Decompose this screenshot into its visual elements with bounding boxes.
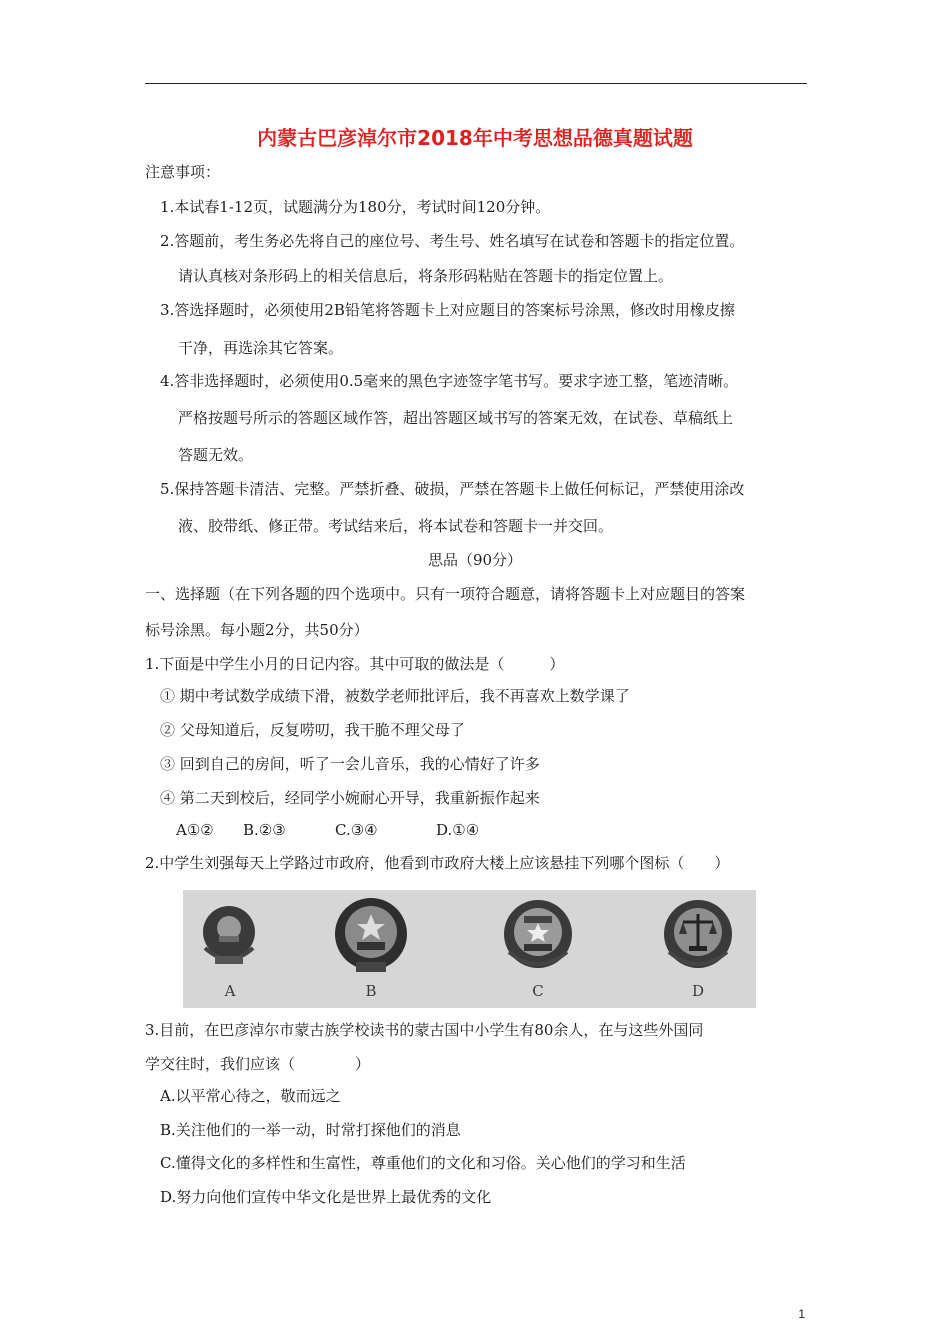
part1-intro: 一、选择题（在下列各题的四个选项中。只有一项符合题意，请将答题卡上对应题目的答案	[145, 585, 746, 603]
q1-option-a: A①②	[176, 821, 214, 839]
note-5: 5.保持答题卡清洁、完整。严禁折叠、破损，严禁在答题卡上做任何标记，严禁使用涂改	[160, 480, 745, 498]
note-3: 3.答选择题时，必须使用2B铅笔将答题卡上对应题目的答案标号涂黑，修改时用橡皮擦	[160, 301, 735, 319]
scales-emblem-icon	[653, 890, 743, 980]
note-3-cont: 干净，再选涂其它答案。	[178, 339, 344, 357]
q3-option-d: D.努力向他们宣传中华文化是世界上最优秀的文化	[160, 1188, 492, 1206]
q1-item-2: ② 父母知道后，反复唠叨，我干脆不理父母了	[160, 721, 465, 739]
q3-option-a: A.以平常心待之，敬而远之	[160, 1087, 341, 1105]
note-2: 2.答题前，考生务必先将自己的座位号、考生号、姓名填写在试卷和答题卡的指定位置。	[160, 232, 745, 250]
emblem-label-c: C	[532, 982, 544, 1000]
page-number: 1	[798, 1307, 805, 1321]
note-5-cont: 液、胶带纸、修正带。考试结来后，将本试卷和答题卡一并交回。	[178, 517, 614, 535]
emblem-label-b: B	[365, 982, 377, 1000]
q1-stem: 1.下面是中学生小月的日记内容。其中可取的做法是（ ）	[145, 655, 565, 673]
note-4: 4.答非选择题时，必须使用0.5毫来的黑色字迹签字笔书写。要求字迹工整，笔迹清晰。	[160, 372, 739, 390]
emblem-d	[653, 890, 743, 1008]
q1-option-b: B.②③	[243, 821, 286, 839]
q3-stem-cont: 学交往时，我们应该（ ）	[145, 1055, 371, 1073]
court-emblem-icon	[493, 890, 583, 980]
note-2-cont: 请认真核对条形码上的相关信息后，将条形码粘贴在答题卡的指定位置上。	[178, 267, 674, 285]
note-4-cont2: 答题无效。	[178, 446, 254, 464]
emblem-c	[493, 890, 583, 1008]
top-rule	[145, 83, 807, 84]
page-title: 内蒙古巴彦淖尔市2018年中考思想品德真题试题	[257, 126, 693, 150]
emblem-label-a: A	[224, 982, 236, 1000]
q1-option-c: C.③④	[335, 821, 378, 839]
national-emblem-icon	[185, 890, 275, 980]
q1-item-1: ① 期中考试数学成绩下滑，被数学老师批评后，我不再喜欢上数学课了	[160, 687, 630, 705]
emblem-label-d: D	[691, 982, 705, 1000]
party-emblem-icon	[326, 890, 416, 980]
emblem-figure	[183, 890, 756, 1008]
q2-stem: 2.中学生刘强每天上学路过市政府，他看到市政府大楼上应该悬挂下列哪个图标（ ）	[145, 854, 730, 872]
q3-option-b: B.关注他们的一举一动，时常打探他们的消息	[160, 1121, 461, 1139]
section-heading: 思品（90分）	[427, 551, 523, 569]
q1-item-4: ④ 第二天到校后，经同学小婉耐心开导，我重新振作起来	[160, 789, 540, 807]
q1-option-d: D.①④	[436, 821, 480, 839]
q3-stem: 3.目前，在巴彦淖尔市蒙古族学校读书的蒙古国中小学生有80余人，在与这些外国同	[145, 1021, 704, 1039]
note-4-cont: 严格按题号所示的答题区域作答，超出答题区域书写的答案无效，在试卷、草稿纸上	[178, 409, 734, 427]
part1-intro-cont: 标号涂黑。每小题2分，共50分）	[145, 621, 369, 639]
emblem-a	[185, 890, 275, 1008]
emblem-b	[326, 890, 416, 1008]
note-1: 1.本试春1-12页，试题满分为180分，考试时间120分钟。	[160, 198, 551, 216]
q1-item-3: ③ 回到自己的房间，听了一会儿音乐，我的心情好了许多	[160, 755, 540, 773]
notes-heading: 注意事项：	[145, 163, 221, 181]
q3-option-c: C.懂得文化的多样性和生富性，尊重他们的文化和习俗。关心他们的学习和生活	[160, 1154, 686, 1172]
